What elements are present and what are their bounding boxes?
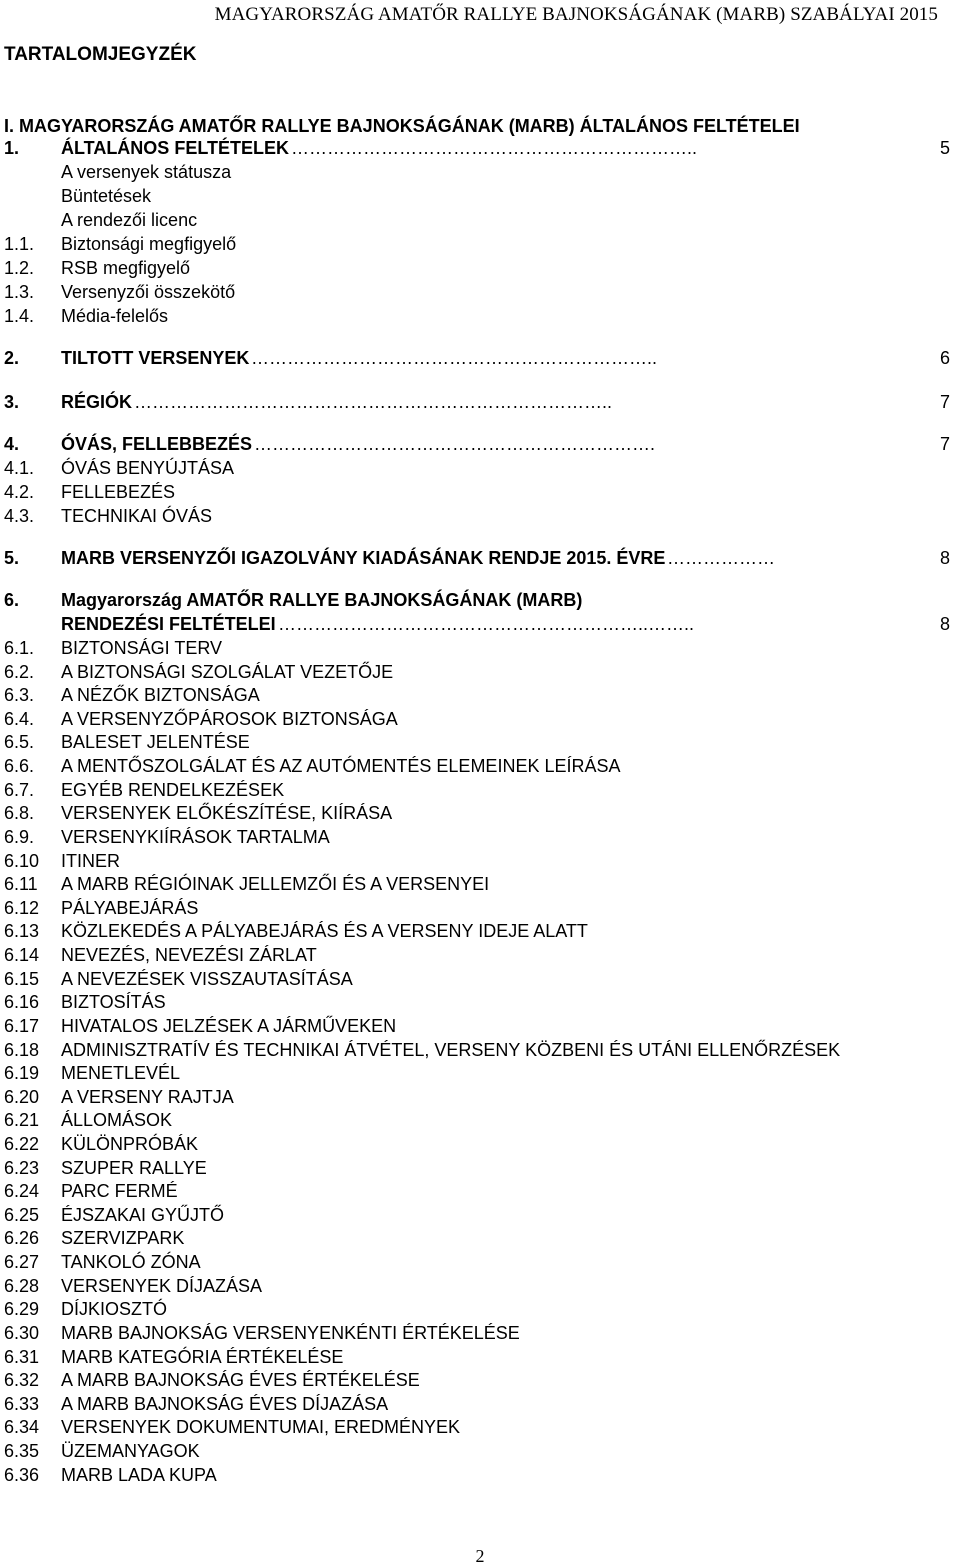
toc-entry-title: VERSENYEK DOKUMENTUMAI, EREDMÉNYEK [61, 1417, 461, 1437]
toc-entry [0, 967, 960, 991]
toc-entry-title: HIVATALOS JELZÉSEK A JÁRMŰVEKEN [61, 1016, 397, 1036]
toc-entry-title: MARB LADA KUPA [61, 1465, 217, 1485]
toc-entry-title: A MARB RÉGIÓINAK JELLEMZŐI ÉS A VERSENYEI [61, 874, 490, 894]
toc-entry-number: 6.24 [4, 1181, 40, 1201]
toc-entry-number: 6.36 [4, 1465, 40, 1485]
toc-entry [0, 1345, 960, 1369]
toc-entry-leader: ……………………………………………………..…….. [278, 614, 695, 634]
toc-entry [0, 849, 960, 873]
toc-entry-title: A VERSENYZŐPÁROSOK BIZTONSÁGA [61, 709, 398, 729]
toc-entry [0, 1250, 960, 1274]
toc-entry [0, 1392, 960, 1416]
toc-entry [0, 1226, 960, 1250]
toc-entry-number: 5. [4, 548, 20, 568]
toc-entry-title: A MARB BAJNOKSÁG ÉVES ÉRTÉKELÉSE [61, 1370, 420, 1390]
toc-entry-number: 6.27 [4, 1252, 40, 1272]
toc-entry-number: 6.9. [4, 827, 35, 847]
toc-entry-title: MARB KATEGÓRIA ÉRTÉKELÉSE [61, 1347, 344, 1367]
toc-entry [0, 588, 960, 612]
toc-entry-title: Versenyzői összekötő [61, 282, 236, 302]
toc-entry-title: A versenyek státusza [61, 162, 232, 182]
toc-entry-leader: ………………………………………………………….. [291, 138, 698, 158]
toc-entry-number: 1.4. [4, 306, 35, 326]
toc-entry [0, 754, 960, 778]
toc-entry-title: DÍJKIOSZTÓ [61, 1299, 168, 1319]
toc-entry [0, 1085, 960, 1109]
toc-entry-number: 6.30 [4, 1323, 40, 1343]
toc-entry [0, 256, 960, 280]
toc-entry-number: 6.22 [4, 1134, 40, 1154]
toc-entry [0, 390, 960, 414]
toc-entry-title: ÁLTALÁNOS FELTÉTELEK [61, 138, 289, 158]
toc-entry-title: ÓVÁS, FELLEBBEZÉS [61, 434, 253, 454]
toc-entry-title: A VERSENY RAJTJA [61, 1087, 234, 1107]
toc-entry-number: 6.4. [4, 709, 35, 729]
toc-entry-number: 6.5. [4, 732, 35, 752]
toc-entry-title: A rendezői licenc [61, 210, 198, 230]
running-header: MAGYARORSZÁG AMATŐR RALLYE BAJNOKSÁGÁNAK (MARB) SZABÁLYAI 2015 [214, 4, 938, 25]
toc-entry-number: 6.16 [4, 992, 40, 1012]
toc-entry [0, 432, 960, 456]
toc-entry-leader: ……………… [667, 548, 775, 568]
toc-entry [0, 1108, 960, 1132]
toc-entry-title: FELLEBEZÉS [61, 482, 176, 502]
toc-entry-number: 6.33 [4, 1394, 40, 1414]
toc-entry-title: TILTOTT VERSENYEK [61, 348, 250, 368]
toc-entry [0, 346, 960, 370]
toc-entry-number: 6.32 [4, 1370, 40, 1390]
toc-entry [0, 280, 960, 304]
toc-entry-number: 6.14 [4, 945, 40, 965]
toc-entry [0, 1297, 960, 1321]
toc-entry-number: 6.23 [4, 1158, 40, 1178]
toc-entry-title: EGYÉB RENDELKEZÉSEK [61, 780, 285, 800]
toc-entry [0, 990, 960, 1014]
toc-entry-title: ÉJSZAKAI GYŰJTŐ [61, 1205, 225, 1225]
toc-entry [0, 896, 960, 920]
toc-entry [0, 208, 960, 232]
toc-entry-number: 6.17 [4, 1016, 40, 1036]
toc-entry [0, 1061, 960, 1085]
toc-entry-number: 6.10 [4, 851, 40, 871]
toc-entry-number: 6.18 [4, 1040, 40, 1060]
toc-entry-title: A BIZTONSÁGI SZOLGÁLAT VEZETŐJE [61, 662, 394, 682]
toc-entry-title: ITINER [61, 851, 121, 871]
toc-entry [0, 304, 960, 328]
toc-entry-title: PÁLYABEJÁRÁS [61, 898, 199, 918]
toc-entry-title: ÁLLOMÁSOK [61, 1110, 173, 1130]
toc-entry-title: A NEVEZÉSEK VISSZAUTASÍTÁSA [61, 969, 353, 989]
toc-entry-number: 6.11 [4, 874, 38, 894]
toc-entry-title: SZERVIZPARK [61, 1228, 185, 1248]
toc-entry-number: 6.26 [4, 1228, 40, 1248]
toc-entry-number: 6.15 [4, 969, 40, 989]
toc-entry-title: ADMINISZTRATÍV ÉS TECHNIKAI ÁTVÉTEL, VERSENY KÖZBENI ÉS UTÁNI ELLENŐRZÉSEK [61, 1040, 841, 1060]
toc-entry [0, 1439, 960, 1463]
toc-entry [0, 504, 960, 528]
toc-entry-number: 6.7. [4, 780, 35, 800]
toc-entry-leader: ………………………………………………………….. [251, 348, 658, 368]
toc-entry-title: BALESET JELENTÉSE [61, 732, 250, 752]
toc-entry-page: 8 [939, 614, 950, 634]
toc-entry-page: 7 [939, 434, 950, 454]
toc-entry-number: 1. [4, 138, 20, 158]
toc-entry [0, 707, 960, 731]
toc-entry-number: 6.1. [4, 638, 35, 658]
toc-entry-number: 6.3. [4, 685, 35, 705]
toc-entry [0, 1415, 960, 1439]
toc-entry [0, 1179, 960, 1203]
toc-entry-title: A MARB BAJNOKSÁG ÉVES DÍJAZÁSA [61, 1394, 389, 1414]
toc-entry-title: KÖZLEKEDÉS A PÁLYABEJÁRÁS ÉS A VERSENY IDEJE ALATT [61, 921, 588, 941]
toc-entry-title: Magyarország AMATŐR RALLYE BAJNOKSÁGÁNAK (MARB) [61, 590, 583, 610]
toc-entry-title: ÜZEMANYAGOK [61, 1441, 200, 1461]
toc-entry-title: SZUPER RALLYE [61, 1158, 207, 1178]
toc-entry-title: Büntetések [61, 186, 152, 206]
toc-entry [0, 480, 960, 504]
toc-entry-number: 4. [4, 434, 20, 454]
toc-entry-title: MARB VERSENYZŐI IGAZOLVÁNY KIADÁSÁNAK RENDJE 2015. ÉVRE [61, 548, 666, 568]
toc-entry-leader: …………………………………………………………………….. [134, 392, 613, 412]
toc-entry-title: RÉGIÓK [61, 392, 133, 412]
toc-entry [0, 943, 960, 967]
part-title: I. MAGYARORSZÁG AMATŐR RALLYE BAJNOKSÁGÁNAK (MARB) ÁLTALÁNOS FELTÉTELEI [4, 116, 800, 136]
toc-entry-number: 6. [4, 590, 20, 610]
toc-entry-number: 6.6. [4, 756, 35, 776]
toc-entry-number: 6.29 [4, 1299, 40, 1319]
toc-entry [0, 184, 960, 208]
toc-entry-title: BIZTOSÍTÁS [61, 992, 166, 1012]
toc-entry [0, 1321, 960, 1345]
toc-entry-title: VERSENYKIÍRÁSOK TARTALMA [61, 827, 330, 847]
toc-entry-title: A NÉZŐK BIZTONSÁGA [61, 685, 260, 705]
toc-entry-page: 6 [939, 348, 950, 368]
toc-entry-title: ÓVÁS BENYÚJTÁSA [61, 458, 235, 478]
toc-entry-number: 1.3. [4, 282, 35, 302]
toc-entry-title: Biztonsági megfigyelő [61, 234, 237, 254]
toc-entry-number: 6.19 [4, 1063, 40, 1083]
toc-entry-number: 6.28 [4, 1276, 40, 1296]
toc-entry-number: 4.1. [4, 458, 35, 478]
toc-entry-title: TECHNIKAI ÓVÁS [61, 506, 213, 526]
page-number: 2 [475, 1546, 485, 1566]
toc-entry [0, 546, 960, 570]
toc-entry-title: KÜLÖNPRÓBÁK [61, 1134, 199, 1154]
toc-entry-number: 1.1. [4, 234, 35, 254]
toc-entry-title: MENETLEVÉL [61, 1063, 181, 1083]
toc-entry-number: 6.2. [4, 662, 35, 682]
toc-entry-number: 6.25 [4, 1205, 40, 1225]
toc-entry [0, 636, 960, 660]
toc-entry [0, 1274, 960, 1298]
toc-entry [0, 1038, 960, 1062]
toc-entry [0, 1014, 960, 1038]
toc-entry-number: 1.2. [4, 258, 35, 278]
toc-entry-title: RSB megfigyelő [61, 258, 191, 278]
toc-entry [0, 730, 960, 754]
toc-entry [0, 456, 960, 480]
toc-entry-number: 3. [4, 392, 20, 412]
toc-entry-number: 6.21 [4, 1110, 40, 1130]
toc-entry-number: 6.13 [4, 921, 40, 941]
toc-entry [0, 160, 960, 184]
toc-entry [0, 1368, 960, 1392]
toc-entry [0, 136, 960, 160]
toc-entry-page: 5 [939, 138, 950, 158]
toc-entry [0, 872, 960, 896]
toc-entry [0, 232, 960, 256]
toc-entry [0, 660, 960, 684]
toc-entry-number: 4.3. [4, 506, 35, 526]
toc-entry-title: RENDEZÉSI FELTÉTELEI [61, 614, 276, 634]
toc-entry-title: TANKOLÓ ZÓNA [61, 1252, 201, 1272]
toc-entry-number: 6.35 [4, 1441, 40, 1461]
toc-entry-title: Média-felelős [61, 306, 169, 326]
toc-entry-title: PARC FERMÉ [61, 1181, 178, 1201]
toc-entry-page: 7 [939, 392, 950, 412]
toc-entry-title: BIZTONSÁGI TERV [61, 638, 223, 658]
toc-entry-number: 6.34 [4, 1417, 40, 1437]
toc-entry-number: 4.2. [4, 482, 35, 502]
toc-entry-leader: …………………………………………………………. [254, 434, 656, 454]
toc-entry-title: NEVEZÉS, NEVEZÉSI ZÁRLAT [61, 945, 317, 965]
toc-entry-page: 8 [939, 548, 950, 568]
toc-entry [0, 919, 960, 943]
toc-entry-number: 6.8. [4, 803, 35, 823]
toc-entry [0, 1203, 960, 1227]
toc-entry-title: VERSENYEK ELŐKÉSZÍTÉSE, KIÍRÁSA [61, 803, 393, 823]
toc-entry [0, 612, 960, 636]
toc-entry [0, 1463, 960, 1487]
toc-entry-title: VERSENYEK DÍJAZÁSA [61, 1276, 263, 1296]
toc-entry-number: 6.12 [4, 898, 40, 918]
toc-entry [0, 683, 960, 707]
toc-title: TARTALOMJEGYZÉK [4, 44, 197, 65]
toc-entry-number: 6.20 [4, 1087, 40, 1107]
toc-entry [0, 801, 960, 825]
toc-entry [0, 1156, 960, 1180]
toc-entry [0, 1132, 960, 1156]
toc-entry [0, 778, 960, 802]
toc-entry-number: 6.31 [4, 1347, 40, 1367]
toc-entry-number: 2. [4, 348, 20, 368]
toc-entry [0, 825, 960, 849]
toc-entry-title: MARB BAJNOKSÁG VERSENYENKÉNTI ÉRTÉKELÉSE [61, 1323, 520, 1343]
toc-entry-title: A MENTŐSZOLGÁLAT ÉS AZ AUTÓMENTÉS ELEMEINEK LEÍRÁSA [61, 756, 621, 776]
